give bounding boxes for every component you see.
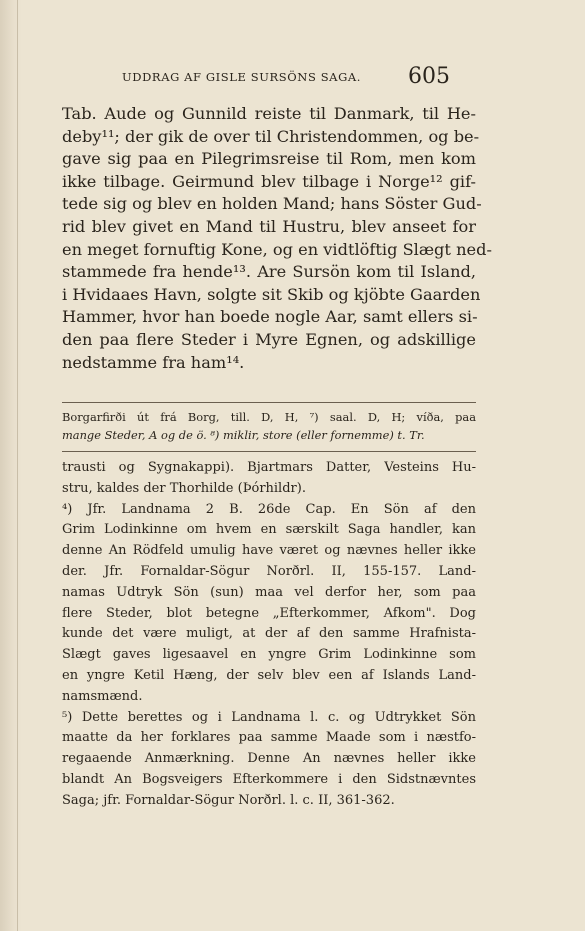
footnote-line: flere Steder, blot betegne „Efterkommer, Afkom". Dog bbox=[62, 605, 476, 621]
footnote-line: denne An Rödfeld umulig have været og nævnes heller ikke bbox=[62, 543, 476, 559]
footnote-rule-top bbox=[62, 402, 476, 403]
footnote-line: Saga; jfr. Fornaldar-Sögur Norðrl. l. c. II, 361-362. bbox=[62, 792, 395, 808]
footnote-rule-bottom bbox=[62, 451, 476, 452]
main-text bbox=[62, 103, 492, 374]
footnote-line: ⁴) Jfr. Landnama 2 B. 26de Cap. En Sön af den bbox=[62, 501, 476, 517]
footnote-line: blandt An Bogsveigers Efterkommere i den Sidstnævntes bbox=[62, 771, 476, 787]
text-line: Hammer, hvor han boede nogle Aar, samt ellers si- bbox=[62, 307, 478, 327]
text-line: gave sig paa en Pilegrimsreise til Rom, men kom bbox=[62, 149, 476, 169]
variant-footnotes bbox=[62, 408, 476, 444]
running-title: UDDRAG AF GISLE SURSÖNS SAGA. bbox=[122, 70, 362, 84]
page-header bbox=[62, 64, 450, 92]
footnote-line: en yngre Ketil Hæng, der selv blev een af Islands Land- bbox=[62, 667, 476, 683]
text-line: tede sig og blev en holden Mand; hans Söster Gud- bbox=[62, 194, 482, 214]
footnote-line: ⁵) Dette berettes og i Landnama l. c. og Udtrykket Sön bbox=[62, 709, 476, 725]
footnote-line: trausti og Sygnakappi). Bjartmars Datter, Vesteins Hu- bbox=[62, 460, 476, 475]
text-line: Tab. Aude og Gunnild reiste til Danmark, til He- bbox=[62, 104, 476, 123]
text-line: stammede fra hende¹³. Are Sursön kom til Island, bbox=[62, 262, 476, 282]
footnote-line: Slægt gaves ligesaavel en yngre Grim Lodinkinne som bbox=[62, 647, 476, 663]
footnote-line: maatte da her forklares paa samme Maade som i næstfo- bbox=[62, 730, 476, 746]
footnote-line: namas Udtryk Sön (sun) maa vel derfor her, som paa bbox=[62, 584, 476, 600]
text-line: nedstamme fra ham¹⁴. bbox=[62, 352, 245, 372]
footnote-line: der. Jfr. Fornaldar-Sögur Norðrl. II, 155-157. Land- bbox=[62, 563, 476, 579]
page-gutter bbox=[0, 0, 22, 931]
footnote-line: namsmænd. bbox=[62, 688, 143, 704]
text-line: i Hvidaaes Havn, solgte sit Skib og kjöbte Gaarden bbox=[62, 284, 481, 304]
footnote-line: kunde det være muligt, at der af den samme Hrafnista- bbox=[62, 626, 476, 642]
footnote-line: Grim Lodinkinne om hvem en særskilt Saga handler, kan bbox=[62, 522, 476, 538]
variant-line: Borgarfirði út frá Borg, till. D, H, ⁷) saal. D, H; víða, paa bbox=[62, 410, 476, 424]
text-line: deby¹¹; der gik de over til Christendommen, og be- bbox=[62, 126, 480, 146]
page-number: 605 bbox=[408, 64, 450, 89]
variant-line: mange Steder, A og de ö. ⁸) miklir, store (eller fornemme) t. Tr. bbox=[62, 428, 425, 442]
binding-fold bbox=[17, 0, 18, 931]
text-line: rid blev givet en Mand til Hustru, blev anseet for bbox=[62, 216, 476, 236]
text-line: en meget fornuftig Kone, og en vidtlöftig Slægt ned- bbox=[62, 239, 492, 259]
text-line: ikke tilbage. Geirmund blev tilbage i Norge¹² gif- bbox=[62, 171, 476, 191]
translator-footnotes bbox=[62, 458, 476, 812]
footnote-line: regaaende Anmærkning. Denne An nævnes heller ikke bbox=[62, 751, 476, 767]
text-line: den paa flere Steder i Myre Egnen, og adskillige bbox=[62, 329, 476, 349]
footnote-line: stru, kaldes der Thorhilde (Þórhildr). bbox=[62, 480, 306, 496]
